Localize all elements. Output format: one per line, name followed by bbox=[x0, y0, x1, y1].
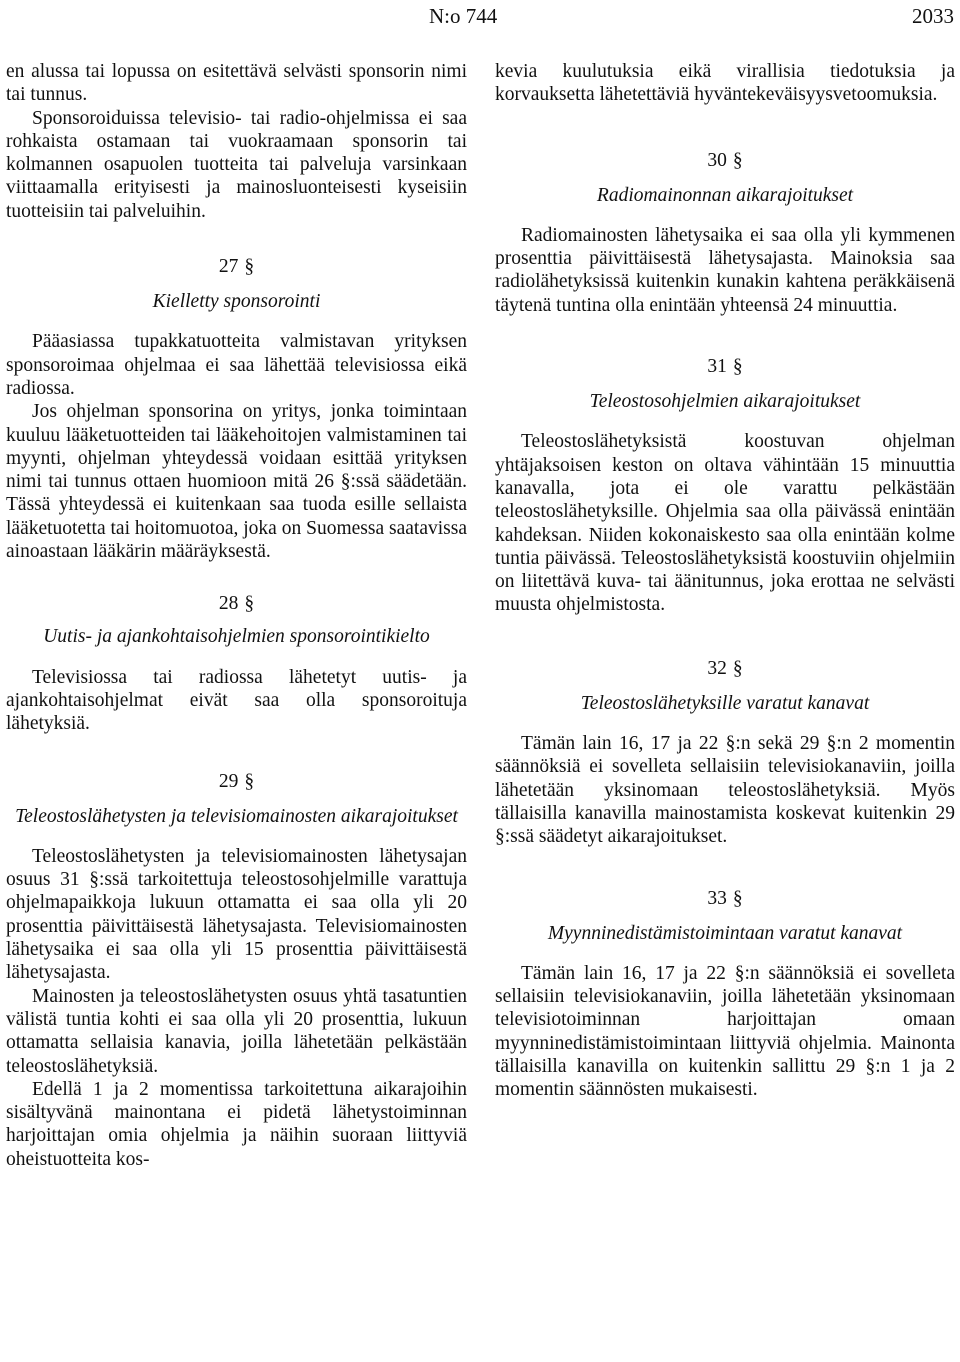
paragraph: Tämän lain 16, 17 ja 22 §:n sekä 29 §:n 2 momentin säännöksiä ei sovelleta sellaisiin televisiokanaviin, joilla lähetetään yksinomaan teleostoslähetyksiä. Myös tällaisilla kanavilla mainostamista koskevat kuitenkin 29 §:ssä säädetyt aikarajoitukset. bbox=[495, 733, 955, 848]
section-number: 27 bbox=[218, 256, 239, 278]
paragraph: Tämän lain 16, 17 ja 22 §:n säännöksiä ei sovelleta sellaisiin televisiokanaviin, joilla lähetetään yksinomaan televisiotoiminnan harjoittajan omaan myynninedistämistoimintaan liittyviä ohjelmia. Mainonta tällaisilla kanavilla on kuitenkin sallittu 29 §:n 1 ja 2 momentin säännösten mukaisesti. bbox=[495, 962, 955, 1101]
paragraph: Pääasiassa tupakkatuotteita valmistavan yrityksen sponsoroimaa ohjelmaa ei saa lähettää televisiossa eikä radiossa. bbox=[6, 331, 467, 399]
section-number: 28 bbox=[218, 593, 239, 615]
section-number: 30 bbox=[707, 149, 727, 171]
section-title: Teleostoslähetyksille varatut kanavat bbox=[580, 692, 870, 714]
section-number: 29 bbox=[218, 770, 239, 792]
section-symbol: § bbox=[244, 770, 255, 792]
paragraph: Mainosten ja teleostoslähetysten osuus yhtä tasatuntien välistä tuntia kohti ei saa olla yli 20 prosenttia, lukuun ottamatta sellaisia kanavia, joilla lähetetään pelkästään teleostoslähetyksiä. bbox=[6, 985, 467, 1077]
section-number: 32 bbox=[707, 657, 727, 679]
paragraph: en alussa tai lopussa on esitettävä selvästi sponsorin nimi tai tunnus. bbox=[6, 61, 467, 106]
paragraph: Radiomainosten lähetysaika ei saa olla yli kymmenen prosenttia päivittäisestä lähetysajasta. Mainoksia saa radiolähetyksissä kuitenkin kunakin kahtena peräkkäisenä täytenä tuntina olla enintään yhteensä 24 minuuttia. bbox=[495, 224, 955, 316]
section-title: Kielletty sponsorointi bbox=[152, 291, 321, 313]
left-column bbox=[6, 60, 467, 1171]
paragraph: Jos ohjelman sponsorina on yritys, jonka toimintaan kuuluu lääketuotteiden tai lääkehoitojen valmistaminen tai myynti, ohjelman yhteydessä voidaan esittää yrityksen nimi tai tunnus ottaen huomioon mitä 26 §:ssä säädetään. Tässä yhteydessä ei kuitenkaan saa tuoda esille sellaista lääketuotetta tai hoitomuotoa, joka on Suomessa saatavissa ainoastaan lääkärin määräyksestä. bbox=[6, 401, 467, 563]
section-number: 33 bbox=[707, 887, 727, 909]
paragraph: Teleostoslähetyksistä koostuvan ohjelman yhtäjaksoisen keston on oltava vähintään 15 minuuttia kanavalla, jota ei ole varattu pelkästään teleostoslähetyksille. Ohjelmia saa olla päivässä enintään kahdeksan. Niiden kokonaiskesto saa olla enintään kolme tuntia päivässä. Teleostoslähetyksistä koostuviin ohjelmiin on liitettävä kuva- tai äänitunnus, joka erottaa ne selvästi muusta ohjelmistosta. bbox=[495, 431, 955, 616]
page-header bbox=[0, 2, 960, 32]
section-symbol: § bbox=[244, 256, 255, 278]
section-symbol: § bbox=[732, 657, 743, 679]
paragraph: Sponsoroiduissa televisio- tai radio-ohjelmissa ei saa rohkaista ostamaan tai vuokraamaan sponsorin tai kolmannen osapuolen tuotteita tai palveluja varsinkaan viittaamalla erityisesti ja mainosluonteisesti kyseisiin tuotteisiin tai palveluihin. bbox=[6, 107, 467, 222]
section-symbol: § bbox=[244, 593, 255, 615]
section-title: Teleostoslähetysten ja televisiomainosten aikarajoitukset bbox=[15, 805, 458, 827]
section-title: Radiomainonnan aikarajoitukset bbox=[596, 184, 854, 206]
section-heading bbox=[495, 657, 955, 680]
section-heading bbox=[6, 255, 467, 278]
section-heading bbox=[6, 770, 467, 793]
paragraph: Televisiossa tai radiossa lähetetyt uutis- ja ajankohtaisohjelmat eivät saa olla sponsoroituja lähetyksiä. bbox=[6, 666, 467, 735]
paragraph: Teleostoslähetysten ja televisiomainosten lähetysajan osuus 31 §:ssä tarkoitettuja teleostosohjelmille varattuja ohjelmapaikkoja lukuun ottamatta ei saa olla yli 20 prosenttia päivittäisestä lähetysajasta. Televisiomainosten lähetysaika ei saa olla yli 15 prosenttia päivittäisestä lähetysajasta. bbox=[6, 845, 467, 984]
page-number: 2033 bbox=[912, 4, 954, 28]
section-symbol: § bbox=[732, 149, 743, 171]
section-number: 31 bbox=[707, 356, 727, 378]
section-heading bbox=[495, 149, 955, 172]
section-heading bbox=[495, 887, 955, 910]
right-column bbox=[495, 60, 955, 1102]
section-title: Teleostosohjelmien aikarajoitukset bbox=[589, 391, 861, 413]
section-symbol: § bbox=[732, 887, 743, 909]
section-symbol: § bbox=[732, 356, 743, 378]
section-title: Myynninedistämistoimintaan varatut kanavat bbox=[547, 922, 903, 944]
paragraph: Edellä 1 ja 2 momentissa tarkoitettuna aikarajoihin sisältyvänä mainontana ei pidetä lähetystoiminnan harjoittajan omia ohjelmia ja näihin suoraan liittyviä oheistuotteita kos- bbox=[6, 1078, 467, 1170]
section-heading bbox=[6, 592, 467, 615]
section-title: Uutis- ja ajankohtaisohjelmien sponsorointikielto bbox=[43, 626, 430, 648]
paragraph: kevia kuulutuksia eikä virallisia tiedotuksia ja korvauksetta lähetettäviä hyväntekeväisyysvetoomuksia. bbox=[495, 61, 955, 106]
section-heading bbox=[495, 355, 955, 378]
statute-number: N:o 744 bbox=[429, 4, 498, 28]
